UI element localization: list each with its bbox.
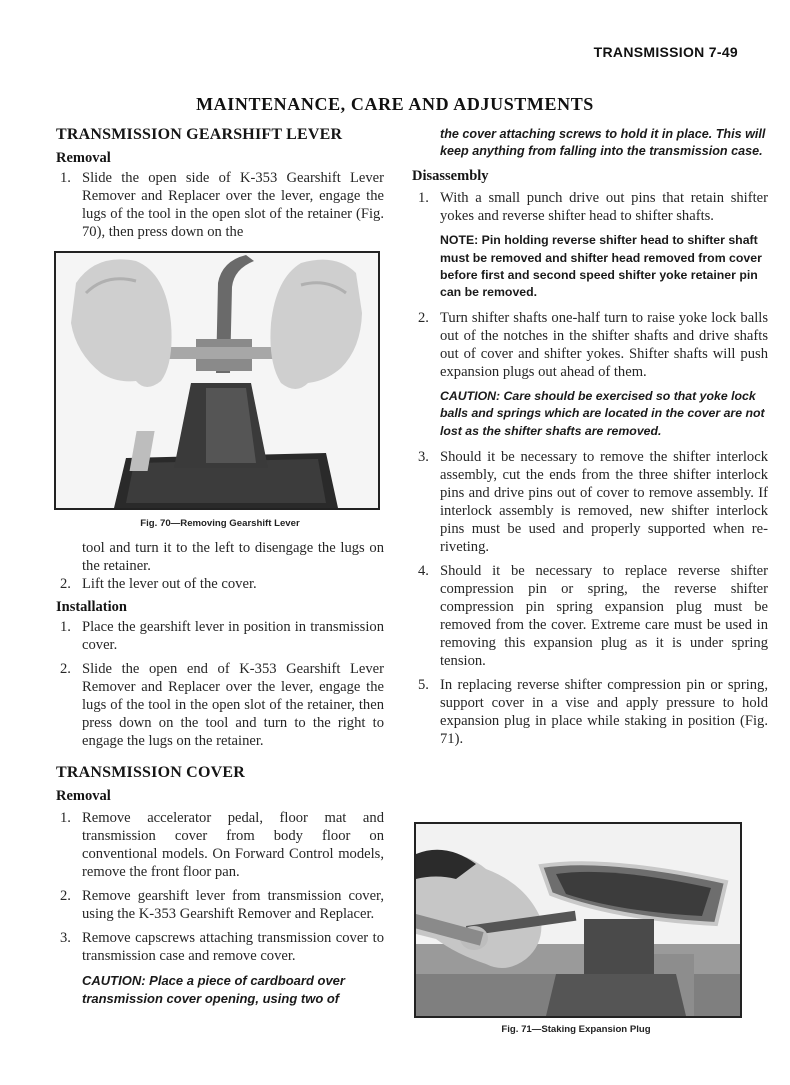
disassembly-step-4 [414,562,768,670]
caution-cardboard-part1: CAUTION: Place a piece of cardboard over transmission cover opening, using two of [82,973,345,1006]
removal-step-2 [56,575,384,593]
step-text: With a small punch drive out pins that retain shifter yokes and reverse shifter head to shifter shafts. [440,190,768,225]
step-number: 2. [60,576,71,592]
step-number: 1. [60,619,71,635]
disassembly-step-3 [414,448,768,556]
step-text: tool and turn it to the left to disengage the lugs on the retainer. [82,540,384,574]
removal-step-1 [56,169,384,241]
right-column [412,126,768,1035]
installation-step-1 [56,618,384,654]
step-number: 2. [418,310,429,327]
cover-removal-step-1 [56,809,384,881]
disassembly-step-5 [414,676,768,748]
removal-step-1-continued [56,539,384,575]
step-number: 2. [60,888,71,904]
step-text: Slide the open side of K-353 Gearshift Lever Remover and Replacer over the lever, engage the lugs of the tool in the open slot of the retainer (Fig. 70), then press down on the [82,170,384,240]
caution-cardboard-part2: the cover attaching screws to hold it in place. This will keep anything from falling into the transmission case. [440,127,766,159]
step-text: Slide the open end of K-353 Gearshift Lever Remover and Replacer over the lever, engage the lugs of the tool in the open slot of the retainer, then press down on the tool and turn to the right to engage the lugs on the retainer. [82,661,384,749]
figure-71-image [414,822,742,1018]
step-number: 1. [60,170,71,186]
step-text: In replacing reverse shifter compression pin or spring, support cover in a vise and apply pressure to hold expansion plug in place while staking in position (Fig. 71). [440,676,768,747]
staking-expansion-plug-photo [416,824,740,1016]
left-column [56,126,384,1008]
note-reverse-shifter-head: NOTE: Pin holding reverse shifter head to shifter shaft must be removed and shifter head removed from cover before first and second speed shifter yoke retainer pin can be removed. [440,233,762,300]
step-text: Should it be necessary to remove the shifter interlock assembly, cut the ends from the three shifter interlock pins and drive pins out of cover to remove assembly. If interlock assembly is removed, new shifter interlock pins must be used and properly supported when re-riveting. [440,448,768,555]
cover-removal-step-3 [56,929,384,965]
caution-yoke-lock-balls: CAUTION: Care should be exercised so that yoke lock balls and springs which are located in the cover are not lost as the shifter shafts are removed. [440,389,765,438]
step-text: Lift the lever out of the cover. [82,576,257,592]
step-text: Remove capscrews attaching transmission cover to transmission case and remove cover. [82,930,384,964]
step-text: Remove accelerator pedal, floor mat and transmission cover from body floor on conventional models. On Forward Control models, remove the front floor pan. [82,810,384,880]
section-heading-gearshift-lever: TRANSMISSION GEARSHIFT LEVER [56,126,343,143]
subheading-disassembly: Disassembly [412,168,489,185]
step-number: 4. [418,562,429,579]
subheading-removal: Removal [56,150,111,166]
gearshift-removal-photo [56,253,378,508]
figure-70-image [54,251,380,510]
subheading-cover-removal: Removal [56,788,111,804]
step-number: 5. [418,676,429,693]
step-number: 1. [418,190,429,207]
disassembly-step-1 [414,189,768,225]
step-text: Place the gearshift lever in position in transmission cover. [82,619,384,653]
subheading-installation: Installation [56,599,127,615]
step-number: 3. [60,930,71,946]
step-text: Turn shifter shafts one-half turn to raise yoke lock balls out of the notches in the shifter shafts and drive shafts out of cover and shifter yokes. Shifter shafts will push expansion plugs out ahead of them. [440,310,768,381]
cover-removal-step-2 [56,887,384,923]
figure-71-caption: Fig. 71—Staking Expansion Plug [501,1024,651,1035]
section-heading-transmission-cover: TRANSMISSION COVER [56,764,245,781]
step-number: 3. [418,448,429,465]
installation-step-2 [56,660,384,750]
figure-70-caption: Fig. 70—Removing Gearshift Lever [140,518,300,529]
step-number: 2. [60,661,71,677]
step-number: 1. [60,810,71,826]
disassembly-step-2 [414,309,768,381]
step-text: Remove gearshift lever from transmission cover, using the K-353 Gearshift Remover and Replacer. [82,888,384,922]
running-head: TRANSMISSION 7-49 [593,44,738,60]
page-title: MAINTENANCE, CARE AND ADJUSTMENTS [196,94,594,114]
step-text: Should it be necessary to replace reverse shifter compression pin or spring, the reverse shifter compression pin spring expansion plug must be removed from the cover. Extreme care must be used in removing this expansion plug as it is under spring tension. [440,562,768,669]
